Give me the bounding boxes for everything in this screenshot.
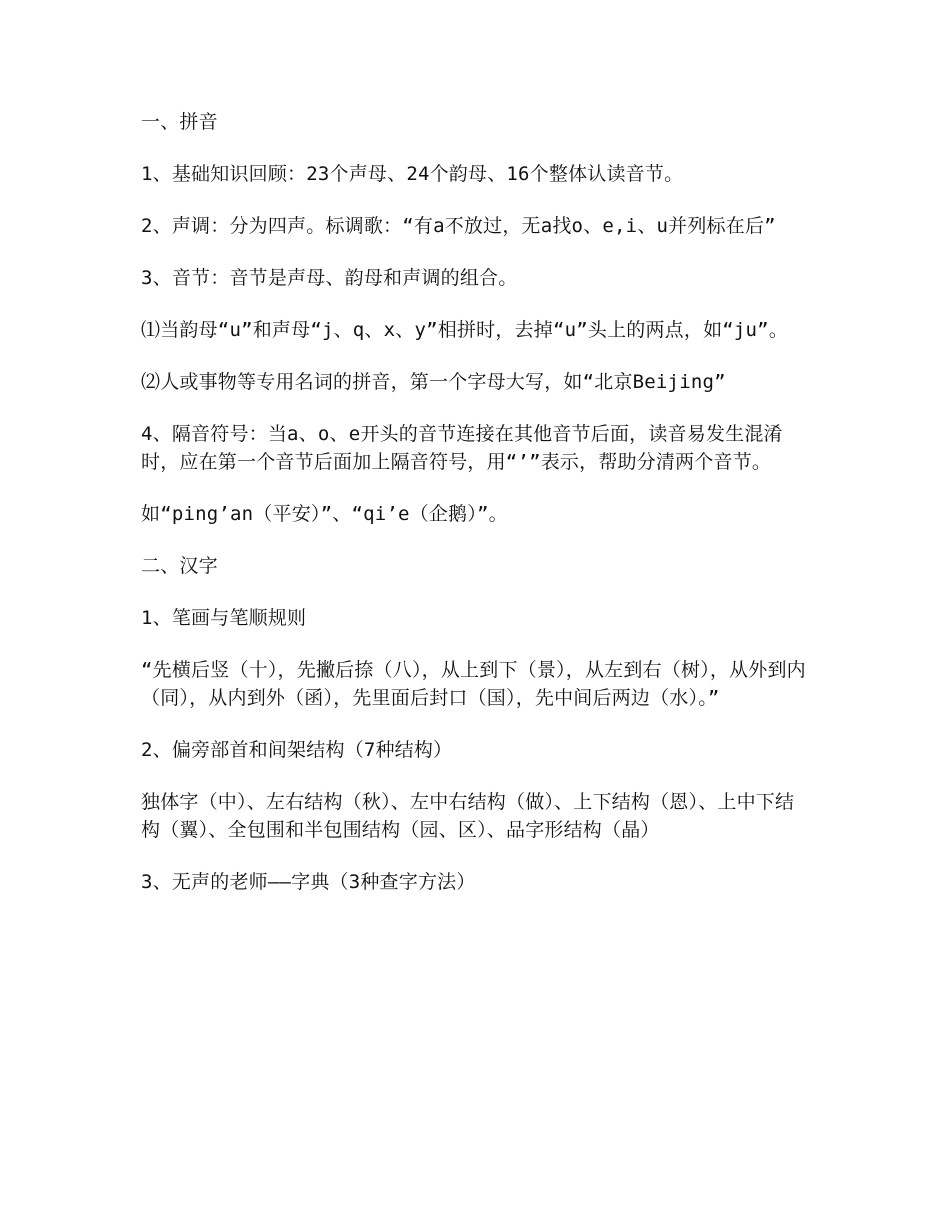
paragraph-basic-knowledge: 1、基础知识回顾：23个声母、24个韵母、16个整体认读音节。 (141, 163, 684, 185)
paragraph-radicals-title: 2、偏旁部首和间架结构（7种结构） (141, 739, 453, 761)
paragraph-structures: 独体字（中）、左右结构（秋）、左中右结构（做）、上下结构（恩）、上中下结构（翼）、全包围和半包围结构（园、区）、品字形结构（晶） (141, 791, 795, 841)
paragraph-rule-1: ⑴当韵母“u”和声母“j、q、x、y”相拼时，去掉“u”头上的两点，如“ju”。 (141, 319, 789, 341)
paragraph-syllable: 3、音节：音节是声母、韵母和声调的组合。 (141, 267, 518, 289)
paragraph-separator-mark: 4、隔音符号：当a、o、e开头的音节连接在其他音节后面，读音易发生混淆时，应在第一个音节后面加上隔音符号，用“’”表示，帮助分清两个音节。 (141, 423, 783, 473)
paragraph-tones: 2、声调：分为四声。标调歌：“有a不放过，无a找o、e,i、u并列标在后” (141, 215, 776, 237)
document-body (141, 108, 813, 920)
section-heading-pinyin: 一、拼音 (141, 111, 218, 133)
section-heading-hanzi: 二、汉字 (141, 555, 218, 577)
paragraph-separator-examples: 如“ping’an（平安）”、“qi’e（企鹅）”。 (141, 503, 508, 525)
paragraph-stroke-rules: “先横后竖（十），先撇后捺（八），从上到下（景），从左到右（树），从外到内（同），从内到外（函），先里面后封口（国），先中间后两边（水）。” (141, 659, 806, 709)
paragraph-stroke-rules-title: 1、笔画与笔顺规则 (141, 607, 307, 629)
paragraph-dictionary-title: 3、无声的老师——字典（3种查字方法） (141, 871, 476, 893)
paragraph-rule-2: ⑵人或事物等专用名词的拼音，第一个字母大写，如“北京Beijing” (141, 371, 726, 393)
